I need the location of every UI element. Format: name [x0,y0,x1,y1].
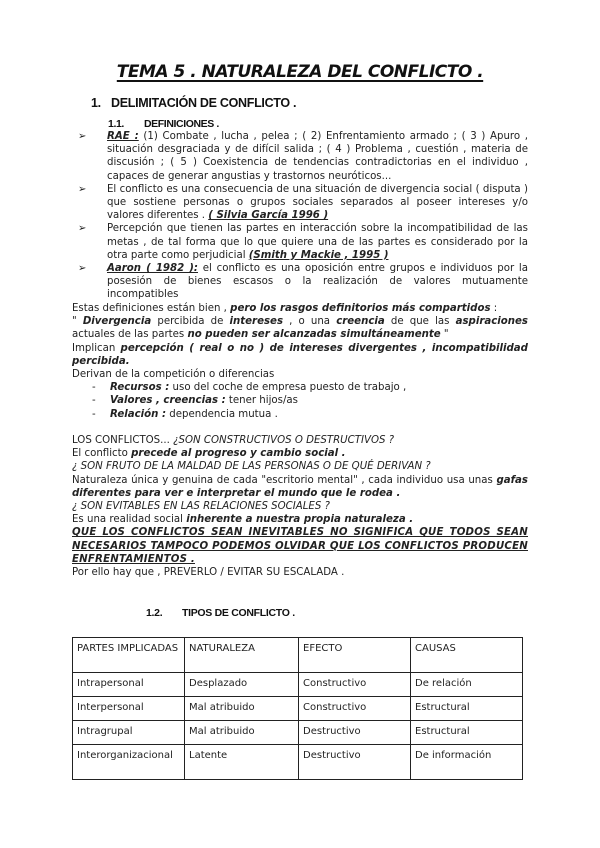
page-title: TEMA 5 . NATURALEZA DEL CONFLICTO . [116,62,484,82]
dash-bullet: - [92,382,96,394]
arrow-bullet-icon: ➢ [78,223,87,235]
text: " [72,316,83,328]
definition-text: (1) Combate , lucha , pelea ; ( 2) Enfrentamiento armado ; ( 3 ) Apuro , situación desgraciada y de difícil salida ; ( 4 ) Problema , cuestión , materia de discusión ; ( 5 ) Coexistencia de tendencias contradictorias en el individuo , capaces de generar angustias y trastornos neuróticos... [107,131,528,182]
emphasis: Recursos : [110,382,170,394]
text: Estas definiciones están bien , [72,303,231,314]
table-row [73,697,523,721]
paragraph-implican [72,342,528,368]
subsection-heading-1-2 [146,607,295,620]
definition-text: El conflicto es una consecuencia de una situación de divergencia social ( disputa ) que sostiene personas o grupos sociales separados al poseer intereses y/o valores diferentes . [107,183,528,222]
table-header-cell: EFECTO [299,638,411,673]
table-cell: Interpersonal [73,697,185,721]
conflictos-question-2: ¿ SON FRUTO DE LA MALDAD DE LAS PERSONAS O DE QUÉ DERIVAN ? [72,461,431,473]
table-row [73,745,523,780]
table-cell: Mal atribuido [185,721,299,745]
text: " [440,329,449,341]
text: tener hijos/as [225,395,298,407]
emphasis: percepción ( real o no ) de intereses divergentes , incompatibilidad percibida. [72,342,528,367]
table-cell: Destructivo [299,745,411,780]
conflictos-line-1 [72,434,528,447]
table-cell: De información [411,745,523,780]
subsection-label: TIPOS DE CONFLICTO . [182,607,295,619]
spacer [72,421,528,434]
section-label: DELIMITACIÓN DE CONFLICTO . [111,96,297,110]
table-cell: Mal atribuido [185,697,299,721]
text: actuales de las partes [72,329,188,341]
text: percibida de [151,316,230,328]
emphasis: no pueden ser alcanzadas simultáneamente [187,329,441,341]
definitions-list [78,130,528,302]
table-cell: Interorganizacional [73,745,185,780]
emphasis: creencia [336,316,385,328]
definition-item-aaron [78,262,528,302]
definition-text: Percepción que tienen las partes en interacción sobre la incompatibilidad de las metas , de tal forma que lo que quiere una de las partes es considerado por la otra parte como perjudicial [107,223,528,261]
table-header-cell: CAUSAS [411,638,523,673]
definition-source: Aaron ( 1982 ): [107,263,198,275]
definition-source: (Smith y Mackie , 1995 ) [248,249,389,261]
definition-item-garcia [78,183,528,223]
list-item-relacion [92,408,528,421]
definition-item-smith [78,222,528,262]
definition-item-rae [78,130,528,183]
conflictos-line-4 [72,474,528,500]
conflict-types-table [72,637,523,780]
table-cell: Intrapersonal [73,673,185,697]
question: ¿SON CONSTRUCTIVOS O DESTRUCTIVOS ? [173,435,395,447]
table-cell: Latente [185,745,299,780]
body-text [72,302,528,579]
paragraph-quote [72,315,528,341]
section-number: 1. [91,96,101,110]
list-item-valores [92,394,528,407]
emphasis: inherente a nuestra propia naturaleza . [186,514,414,526]
emphasis: Valores , creencias : [110,395,226,407]
emphasis: pero los rasgos definitorios más compartidos [230,303,491,314]
emphasis: intereses [229,316,284,328]
table-header-row [73,638,523,673]
definition-source: RAE : [107,131,139,142]
text: uso del coche de empresa puesto de trabajo , [169,382,407,394]
table-cell: Intragrupal [73,721,185,745]
table-row [73,721,523,745]
definition-source: ( Silvia García 1996 ) [208,210,329,222]
text: El conflicto [72,448,132,460]
arrow-bullet-icon: ➢ [78,183,87,195]
table-header-cell: PARTES IMPLICADAS [73,638,185,673]
subsection-number: 1.2. [146,607,163,619]
text: Naturaleza única y genuina de cada "escritorio mental" , cada individuo usa unas [72,474,497,486]
section-heading-1 [91,97,296,110]
paragraph-derivan: Derivan de la competición o diferencias [72,369,275,381]
definition-text: el conflicto es una oposición entre grupos e individuos por la posesión de bienes escasos o la realización de valores mutuamente incompatibles [107,263,528,301]
dash-bullet: - [92,395,96,407]
table-cell: Constructivo [299,697,411,721]
table-cell: Estructural [411,721,523,745]
emphasis: precede al progreso y cambio social . [131,448,346,460]
table-header-cell: NATURALEZA [185,638,299,673]
conflictos-line-6 [72,513,528,526]
text: , o una [283,316,337,328]
conflictos-conclusion: Por ello hay que , PREVERLO / EVITAR SU ESCALADA . [72,567,345,579]
table-cell: Destructivo [299,721,411,745]
subsection-label: DEFINICIONES . [144,118,219,130]
emphasis: Relación : [110,408,167,420]
text: dependencia mutua . [166,408,278,420]
list-item-recursos [92,381,528,394]
text: Es una realidad social [72,514,187,526]
arrow-bullet-icon: ➢ [78,131,87,142]
text: : [490,303,498,314]
dash-bullet: - [92,408,96,420]
emphasis: gafas diferentes para ver e interpretar el mundo que le rodea . [72,474,528,499]
table-cell: De relación [411,673,523,697]
text: LOS CONFLICTOS... [72,435,174,447]
table-cell: Constructivo [299,673,411,697]
conflictos-question-3: ¿ SON EVITABLES EN LAS RELACIONES SOCIALES ? [72,501,330,513]
conflictos-statement: QUE LOS CONFLICTOS SEAN INEVITABLES NO SIGNIFICA QUE TODOS SEAN NECESARIOS TAMPOCO PODEMOS OLVIDAR QUE LOS CONFLICTOS PRODUCEN ENFRENTAMIENTOS . [72,527,528,565]
differences-list [72,381,528,421]
arrow-bullet-icon: ➢ [78,263,87,275]
subsection-number: 1.1. [108,118,124,130]
table-cell: Desplazado [185,673,299,697]
text: Implican [72,342,121,354]
emphasis: Divergencia [82,316,152,328]
table-row [73,673,523,697]
emphasis: aspiraciones [455,316,528,328]
conflictos-line-2 [72,447,528,460]
paragraph-definitions [72,302,528,315]
table-cell: Estructural [411,697,523,721]
text: de que las [384,316,456,328]
